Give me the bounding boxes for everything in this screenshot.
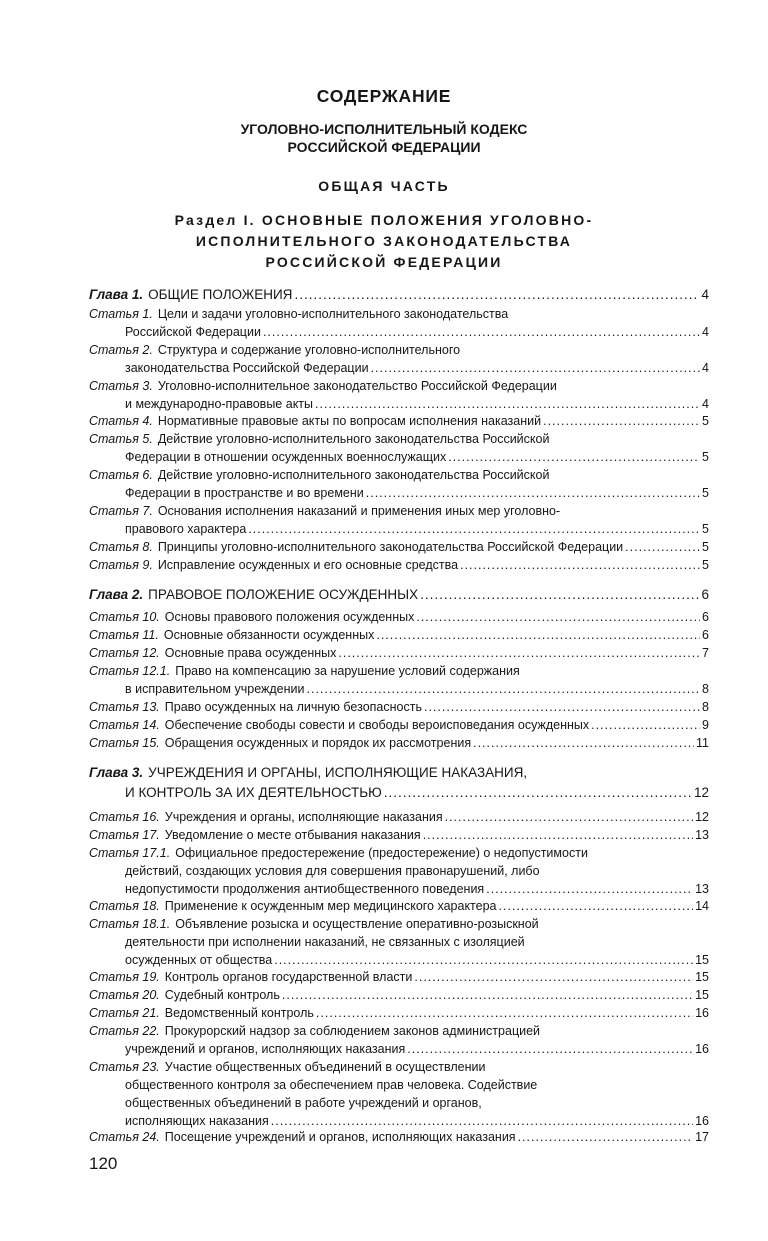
toc-article[interactable] [89,412,709,430]
toc-entry-text: исполняющих наказания [125,1114,269,1128]
toc-article[interactable] [89,915,709,969]
toc-page-number: 16 [695,1006,709,1020]
toc-entry-text: ОБЩИЕ ПОЛОЖЕНИЯ [148,287,293,302]
toc-entry-text: в исправительном учреждении [125,682,305,696]
toc-entry-label: Глава 3. [89,765,144,780]
toc-page-number: 13 [695,882,709,896]
toc-entry-text: Уголовно-исполнительное законодательство Российской Федерации [157,379,557,393]
toc-page-number: 15 [695,953,709,967]
toc-line [89,377,709,395]
toc-page-number: 14 [695,899,709,913]
toc-entry-label: Статья 16. [89,810,160,824]
toc-line [89,502,709,520]
toc-line [89,644,709,662]
toc-leader-dots [499,897,694,915]
toc-article[interactable] [89,556,709,574]
toc-line [89,1128,709,1146]
toc-entry-text: Обращения осужденных и порядок их рассмотрения [164,736,472,750]
toc-entry-text: Принципы уголовно-исполнительного законодательства Российской Федерации [157,540,624,554]
code-title [0,120,768,156]
toc-entry-text: общественного контроля за обеспечением прав человека. Содействие [125,1078,538,1092]
toc-entry-text: Уведомление о месте отбывания наказания [164,828,421,842]
toc-leader-dots [543,412,700,430]
toc-page-number: 7 [702,646,709,660]
toc-page-number: 4 [702,325,709,339]
toc-entry-label: Статья 11. [89,628,159,642]
toc-page-number: 8 [702,682,709,696]
toc-line [89,826,709,844]
toc-page-number: 4 [702,397,709,411]
toc-line [89,1094,709,1112]
toc-article[interactable] [89,377,709,413]
toc-entry-label: Статья 9. [89,558,153,572]
toc-page-number: 12 [695,810,709,824]
toc-entry-label: Статья 24. [89,1130,160,1144]
toc-line [89,285,709,305]
toc-line [89,968,709,986]
toc-entry-text: Действие уголовно-исполнительного законодательства Российской [157,468,550,482]
toc-entry-text: Действие уголовно-исполнительного законодательства Российской [157,432,550,446]
toc-article[interactable] [89,502,709,538]
toc-article[interactable] [89,698,709,716]
toc-leader-dots [416,608,700,626]
toc-article[interactable] [89,986,709,1004]
toc-line [89,662,709,680]
toc-line [89,862,709,880]
toc-page-number: 11 [696,736,709,750]
toc-page-number: 9 [702,718,709,732]
toc-entry-label: Статья 1. [89,307,153,321]
toc-page-number: 15 [695,988,709,1002]
code-title-line-2: РОССИЙСКОЙ ФЕДЕРАЦИИ [287,139,481,155]
toc-page-number: 12 [693,785,709,800]
toc-page-number: 5 [702,486,709,500]
toc-leader-dots [423,826,693,844]
toc-article[interactable] [89,968,709,986]
toc-entry-text: Контроль органов государственной власти [164,970,413,984]
section-title [0,210,768,273]
toc-entry-label: Статья 12.1. [89,664,171,678]
page-number: 120 [89,1154,118,1173]
toc-page-number: 5 [702,450,709,464]
toc-article[interactable] [89,1128,709,1146]
page-title: СОДЕРЖАНИЕ [316,86,452,106]
toc-leader-dots [414,968,693,986]
toc-entry-label: Статья 13. [89,700,160,714]
toc-article[interactable] [89,1004,709,1022]
toc-chapter[interactable] [89,285,709,305]
toc-entry-label: Статья 19. [89,970,160,984]
toc-leader-dots [625,538,700,556]
toc-page-number: 6 [701,587,709,602]
toc-line [89,716,709,734]
toc-leader-dots [316,1004,693,1022]
toc-entry-text: законодательства Российской Федерации [125,361,369,375]
toc-article[interactable] [89,608,709,626]
toc-entry-label: Глава 2. [89,587,144,602]
toc-line [89,412,709,430]
toc-page-number: 4 [702,361,709,375]
toc-article[interactable] [89,644,709,662]
toc-entry-label: Статья 14. [89,718,160,732]
toc-entry-text: недопустимости продолжения антиобщественного поведения [125,882,485,896]
toc-entry-text: Применение к осужденным мер медицинского характера [164,899,497,913]
toc-entry-label: Статья 22. [89,1024,160,1038]
toc-entry-text: Ведомственный контроль [164,1006,314,1020]
toc-article[interactable] [89,716,709,734]
toc-line [89,808,709,826]
toc-article[interactable] [89,430,709,466]
toc-leader-dots [294,285,699,304]
toc-entry-text: Право на компенсацию за нарушение условий содержания [175,664,520,678]
toc-line [89,608,709,626]
toc-entry-text: и международно-правовые акты [125,397,314,411]
toc-article[interactable] [89,305,709,341]
toc-page-number: 17 [695,1130,709,1144]
toc-entry-label: Статья 10. [89,610,160,624]
section-title-line-1: Раздел I. ОСНОВНЫЕ ПОЛОЖЕНИЯ УГОЛОВНО- [174,212,594,228]
toc-line [89,844,709,862]
toc-line [89,1040,709,1058]
toc-leader-dots [282,986,693,1004]
toc-line [89,1076,709,1094]
toc-entry-label: Статья 2. [89,343,153,357]
toc-line [89,1022,709,1040]
toc-entry-text: Учреждения и органы, исполняющие наказания [164,810,443,824]
toc-line [89,763,709,783]
toc-leader-dots [448,448,700,466]
toc-line [89,448,709,466]
toc-leader-dots [338,644,700,662]
toc-article[interactable] [89,826,709,844]
toc-line [89,395,709,413]
toc-article[interactable] [89,466,709,502]
toc-entry-label: Статья 7. [89,504,153,518]
toc-page-number: 5 [702,540,709,554]
toc-leader-dots [307,680,701,698]
toc-line [89,1004,709,1022]
toc-leader-dots [445,808,693,826]
toc-entry-text: Право осужденных на личную безопасность [164,700,422,714]
toc-line [89,466,709,484]
toc-entry-text: Объявление розыска и осуществление оперативно-розыскной [175,917,539,931]
toc-page-number: 16 [695,1114,709,1128]
toc-leader-dots [407,1040,693,1058]
toc-entry-label: Статья 23. [89,1060,160,1074]
toc-entry-label: Статья 18.1. [89,917,171,931]
toc-line [89,430,709,448]
toc-line [89,880,709,898]
toc-leader-dots [376,626,700,644]
toc-article[interactable] [89,341,709,377]
toc-entry-label: Статья 12. [89,646,160,660]
toc-leader-dots [591,716,700,734]
toc-page-number: 6 [702,610,709,624]
toc-line [89,359,709,377]
toc-article[interactable] [89,538,709,556]
toc-page-number: 5 [702,558,709,572]
toc-entry-label: Статья 17. [89,828,160,842]
toc-entry-text: деятельности при исполнении наказаний, не связанных с изоляцией [125,935,525,949]
toc-entry-text: Федерации в отношении осужденных военнослужащих [125,450,447,464]
toc-page-number: 5 [702,522,709,536]
toc-entry-text: Официальное предостережение (предостережение) о недопустимости [175,846,588,860]
toc-entry-text: УЧРЕЖДЕНИЯ И ОРГАНЫ, ИСПОЛНЯЮЩИЕ НАКАЗАНИЯ, [148,765,528,780]
toc-entry-label: Статья 18. [89,899,160,913]
toc-entry-text: осужденных от общества [125,953,273,967]
toc-entry-text: Нормативные правовые акты по вопросам исполнения наказаний [157,414,542,428]
toc-page-number: 16 [695,1042,709,1056]
toc-article[interactable] [89,808,709,826]
toc-entry-label: Статья 6. [89,468,153,482]
toc-entry-label: Статья 8. [89,540,153,554]
toc-line [89,933,709,951]
toc-entry-text: Судебный контроль [164,988,280,1002]
toc-line [89,915,709,933]
toc-entry-text: правового характера [125,522,247,536]
toc-page-number: 13 [695,828,709,842]
toc-leader-dots [473,734,694,752]
toc-leader-dots [518,1128,694,1146]
toc-entry-text: Основания исполнения наказаний и применения иных мер уголовно- [157,504,561,518]
toc-entry-label: Статья 17.1. [89,846,171,860]
toc-entry-text: Основные обязанности осужденных [163,628,375,642]
toc-entry-text: Основные права осужденных [164,646,337,660]
toc-entry-text: Структура и содержание уголовно-исполнительного [157,343,461,357]
toc-leader-dots [384,783,692,802]
toc-entry-label: Статья 5. [89,432,153,446]
toc-entry-text: И КОНТРОЛЬ ЗА ИХ ДЕЯТЕЛЬНОСТЬЮ [125,785,382,800]
toc-line [89,626,709,644]
toc-line [89,783,709,803]
toc-leader-dots [424,698,700,716]
toc-entry-text: Посещение учреждений и органов, исполняющих наказания [164,1130,516,1144]
toc-article[interactable] [89,1058,709,1130]
toc-line [89,1058,709,1076]
toc-line [89,341,709,359]
toc-entry-text: учреждений и органов, исполняющих наказания [125,1042,406,1056]
toc-leader-dots [486,880,693,898]
toc-entry-label: Статья 20. [89,988,160,1002]
toc-line [89,698,709,716]
toc-entry-text: Прокурорский надзор за соблюдением законов администрацией [164,1024,541,1038]
toc-article[interactable] [89,734,709,752]
toc-entry-text: Федерации в пространстве и во времени [125,486,364,500]
part-title: ОБЩАЯ ЧАСТЬ [318,178,450,194]
toc-line [89,986,709,1004]
toc-entry-label: Статья 21. [89,1006,160,1020]
toc-entry-text: Российской Федерации [125,325,261,339]
toc-entry-text: Обеспечение свободы совести и свободы вероисповедания осужденных [164,718,590,732]
toc-article[interactable] [89,1022,709,1058]
toc-page-number: 5 [702,414,709,428]
toc-line [89,585,709,605]
toc-entry-label: Статья 15. [89,736,160,750]
toc-line [89,323,709,341]
toc-chapter[interactable] [89,763,709,803]
toc-article[interactable] [89,626,709,644]
toc-leader-dots [248,520,700,538]
toc-line [89,556,709,574]
toc-leader-dots [371,359,700,377]
toc-entry-text: общественных объединений в работе учреждений и органов, [125,1096,482,1110]
toc-article[interactable] [89,844,709,898]
toc-line [89,897,709,915]
toc-page-number: 6 [702,628,709,642]
toc-entry-text: действий, создающих условия для совершения правонарушений, либо [125,864,540,878]
toc-leader-dots [274,951,693,969]
toc-article[interactable] [89,662,709,698]
code-title-line-1: УГОЛОВНО-ИСПОЛНИТЕЛЬНЫЙ КОДЕКС [240,121,528,137]
toc-page-number: 8 [702,700,709,714]
toc-leader-dots [460,556,700,574]
toc-line [89,680,709,698]
section-title-line-3: РОССИЙСКОЙ ФЕДЕРАЦИИ [265,254,503,270]
toc-entry-label: Статья 3. [89,379,153,393]
toc-leader-dots [315,395,700,413]
toc-entry-label: Глава 1. [89,287,144,302]
toc-line [89,484,709,502]
toc-line [89,538,709,556]
toc-line [89,520,709,538]
toc-entry-label: Статья 4. [89,414,153,428]
toc-entry-text: Основы правового положения осужденных [164,610,415,624]
toc-entry-text: ПРАВОВОЕ ПОЛОЖЕНИЕ ОСУЖДЕННЫХ [148,587,419,602]
toc-chapter[interactable] [89,585,709,605]
toc-line [89,305,709,323]
toc-line [89,734,709,752]
toc-entry-text: Цели и задачи уголовно-исполнительного законодательства [157,307,509,321]
toc-page-number: 15 [695,970,709,984]
toc-page-number: 4 [701,287,709,302]
toc-leader-dots [263,323,700,341]
toc-leader-dots [366,484,700,502]
section-title-line-2: ИСПОЛНИТЕЛЬНОГО ЗАКОНОДАТЕЛЬСТВА [195,233,573,249]
toc-article[interactable] [89,897,709,915]
toc-entry-text: Исправление осужденных и его основные средства [157,558,459,572]
toc-entry-text: Участие общественных объединений в осуществлении [164,1060,486,1074]
toc-line [89,951,709,969]
toc-leader-dots [420,585,699,604]
